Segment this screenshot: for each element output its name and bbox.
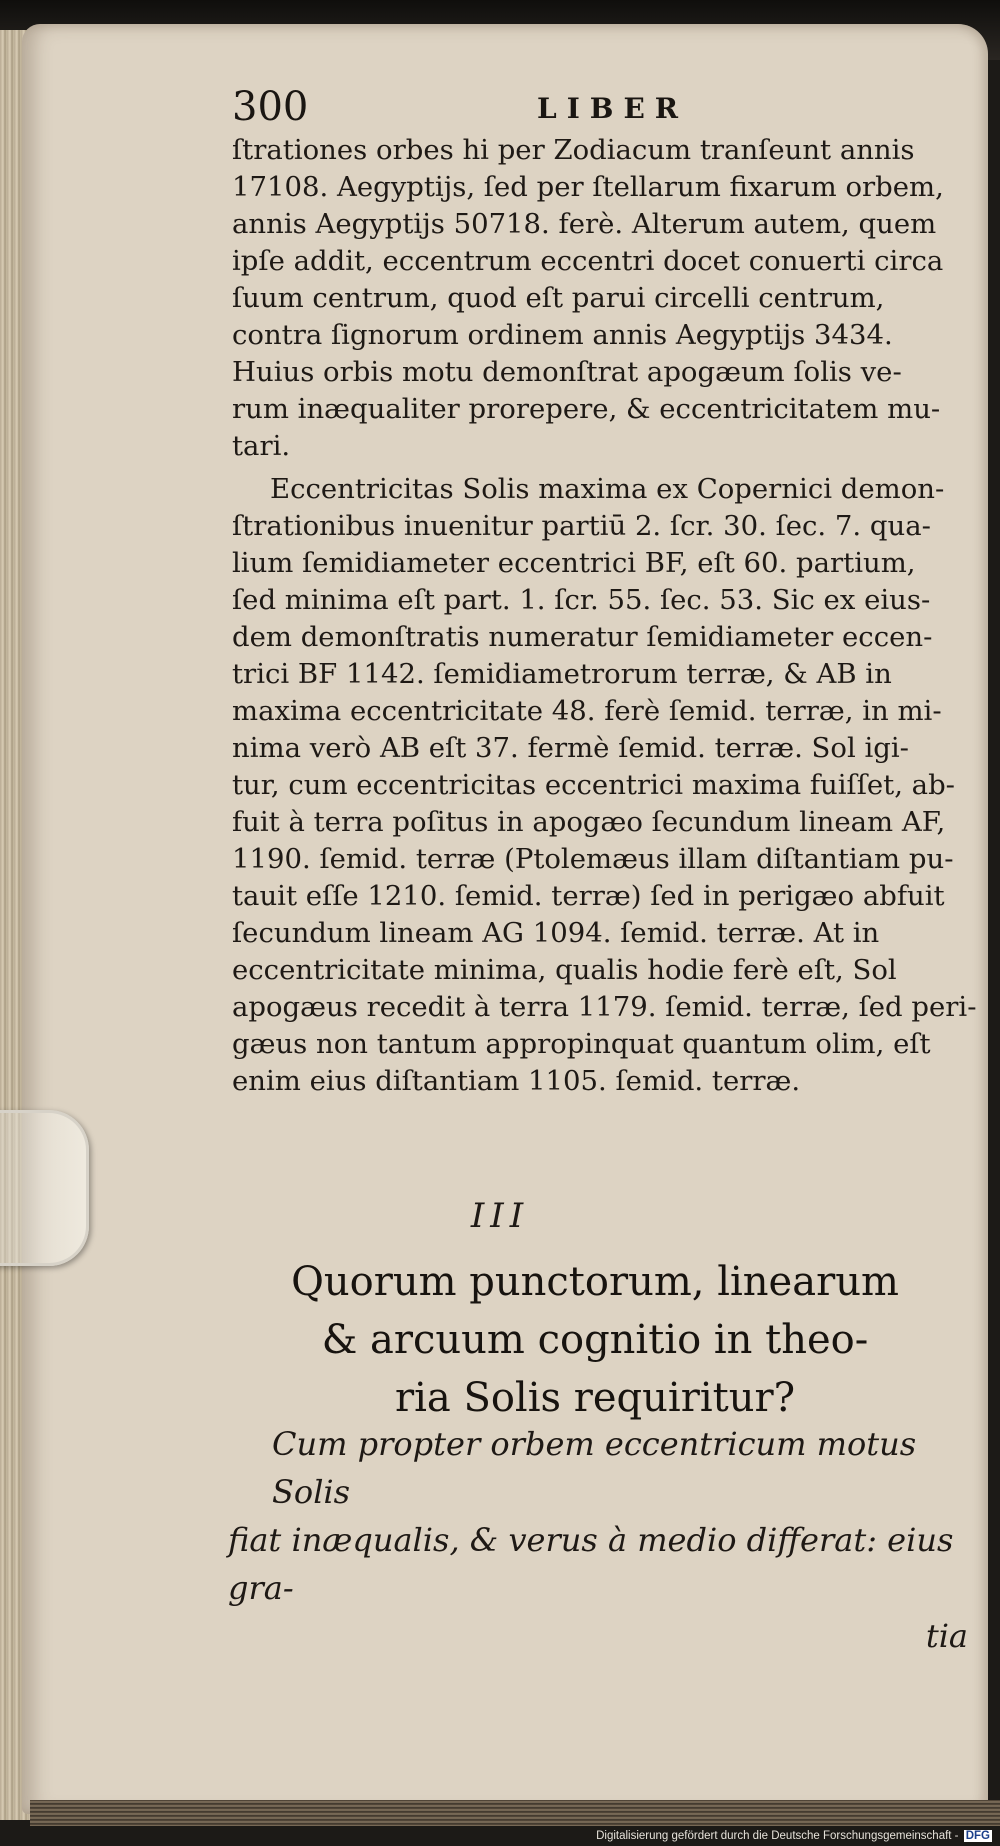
text-line: fuit à terra poſitus in apogæo ſecundum lineam AF,	[232, 806, 946, 838]
text-line: 1190. ſemid. terræ (Ptolemæus illam diſtantiam pu-	[232, 843, 954, 875]
text-line: tari.	[232, 430, 291, 462]
text-line: trici BF 1142. ſemidiametrorum terræ, & AB in	[232, 658, 892, 690]
text-line: nima verò AB eſt 37. fermè ſemid. terræ. Sol igi-	[232, 732, 909, 764]
credit-text: Digitalisierung gefördert durch die Deutsche Forschungsgemeinschaft -	[596, 1830, 959, 1842]
heading-line: & arcuum cognitio in theo-	[321, 1317, 869, 1363]
running-head: LIBER	[537, 92, 689, 125]
digitization-credit	[596, 1830, 992, 1842]
text-line: ipſe addit, eccentrum eccentri docet conuerti circa	[232, 245, 944, 277]
text-line: lium ſemidiameter eccentrici BF, eſt 60. partium,	[232, 547, 916, 579]
catchword: tia	[925, 1617, 968, 1655]
italic-line: fiat inæqualis, & verus à medio differat: eius gra-	[228, 1521, 954, 1607]
text-line: 17108. Aegyptijs, ſed per ſtellarum fixarum orbem,	[232, 171, 944, 203]
text-line: eccentricitate minima, qualis hodie ferè eſt, Sol	[232, 954, 897, 986]
paragraph-first-line: Eccentricitas Solis maxima ex Copernici demon-	[270, 473, 945, 505]
text-line: enim eius diſtantiam 1105. ſemid. terræ.	[232, 1065, 801, 1097]
text-line: rum inæqualiter prorepere, & eccentricitatem mu-	[232, 393, 941, 425]
heading-line: ria Solis requiritur?	[394, 1375, 796, 1421]
page-number: 300	[232, 84, 309, 130]
italic-line: Cum propter orbem eccentricum motus Solis	[272, 1425, 917, 1511]
text-line: tauit eſſe 1210. ſemid. terræ) ſed in perigæo abfuit	[232, 880, 945, 912]
section-heading	[225, 1253, 965, 1427]
dfg-logo: DFG	[965, 1830, 990, 1842]
italic-paragraph	[228, 1420, 978, 1660]
page-clip	[0, 1110, 89, 1266]
text-line: ſuum centrum, quod eſt parui circelli centrum,	[232, 282, 885, 314]
text-line: ſtrationes orbes hi per Zodiacum tranſeunt annis	[232, 134, 915, 166]
body-text	[232, 132, 977, 1100]
text-line: ſecundum lineam AG 1094. ſemid. terræ. At in	[232, 917, 880, 949]
text-line: maxima eccentricitate 48. ferè ſemid. terræ, in mi-	[232, 695, 942, 727]
text-line: contra ſignorum ordinem annis Aegyptijs 3434.	[232, 319, 893, 351]
page-header	[232, 84, 982, 134]
text-line: ſed minima eſt part. 1. ſcr. 55. ſec. 53. Sic ex eius-	[232, 584, 931, 616]
text-line: gæus non tantum appropinquat quantum olim, eſt	[232, 1028, 931, 1060]
text-line: tur, cum eccentricitas eccentrici maxima fuiſſet, ab-	[232, 769, 955, 801]
text-line: dem demonſtratis numeratur ſemidiameter eccen-	[232, 621, 933, 653]
text-line: apogæus recedit à terra 1179. ſemid. terræ, ſed peri-	[232, 991, 977, 1023]
text-line: Huius orbis motu demonſtrat apogæum ſolis ve-	[232, 356, 902, 388]
heading-line: Quorum punctorum, linearum	[291, 1259, 899, 1305]
text-line: annis Aegyptijs 50718. ferè. Alterum autem, quem	[232, 208, 937, 240]
section-number: III	[470, 1196, 530, 1236]
page-stack-edge	[30, 1800, 1000, 1826]
text-line: ſtrationibus inuenitur partiū 2. ſcr. 30. ſec. 7. qua-	[232, 510, 931, 542]
